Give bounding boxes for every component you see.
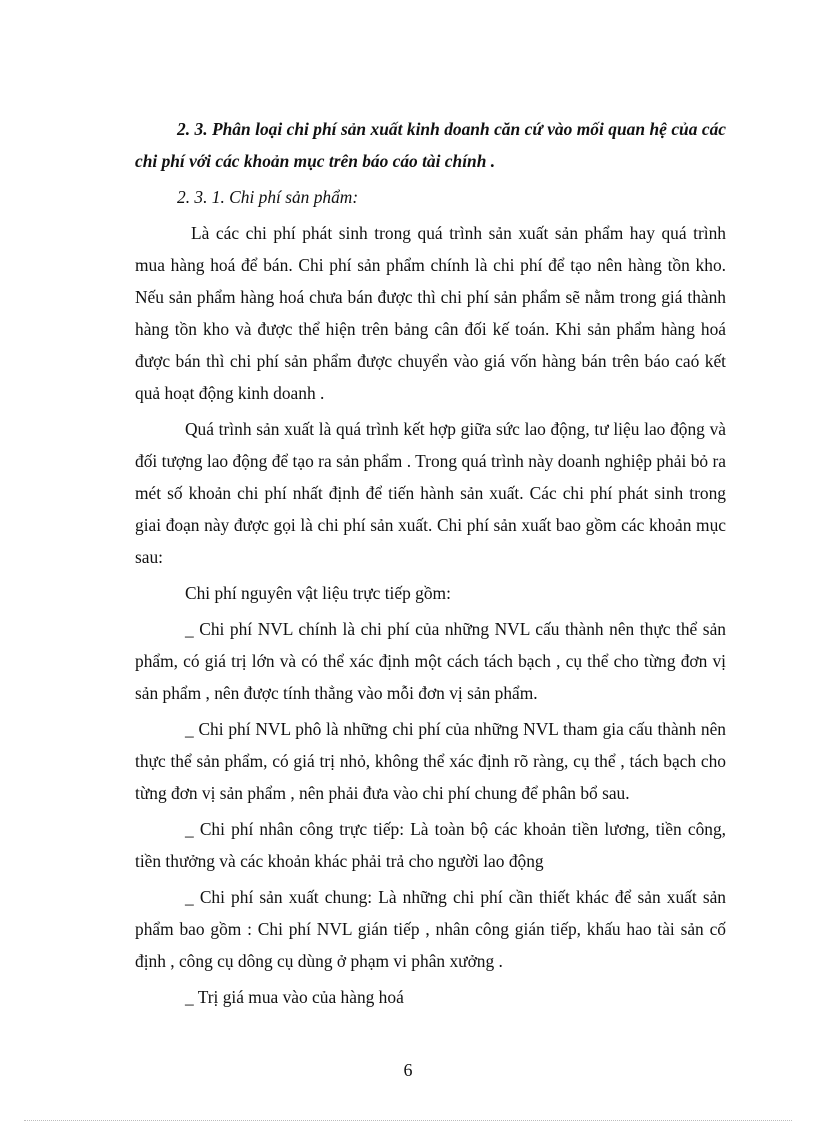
paragraph-overhead-cost: _ Chi phí sản xuất chung: Là những chi phí cần thiết khác để sản xuất sản phẩm bao gồm : Chi phí NVL gián tiếp , nhân công gián tiếp, khấu hao tài sản cố định , công cụ dông cụ dùng ở phạm vi phân xưởng .: [135, 887, 726, 971]
section-heading: 2. 3. Phân loại chi phí sản xuất kinh doanh căn cứ vào mối quan hệ của các chi phí với các khoản mục trên báo cáo tài chính .: [135, 119, 726, 171]
paragraph-auxiliary-material-cost: _ Chi phí NVL phô là những chi phí của những NVL tham gia cấu thành nên thực thể sản phẩm, có giá trị nhỏ, không thể xác định rõ ràng, cụ thể , tách bạch cho từng đơn vị sản phẩm , nên phải đưa vào chi phí chung để phân bổ sau.: [135, 719, 726, 803]
footer-divider: [24, 1120, 792, 1121]
paragraph-product-cost-definition: Là các chi phí phát sinh trong quá trình sản xuất sản phẩm hay quá trình mua hàng hoá để bán. Chi phí sản phẩm chính là chi phí để tạo nên hàng tồn kho. Nếu sản phẩm hàng hoá chưa bán được thì chi phí sản phẩm sẽ nằm trong giá thành hàng tồn kho và được thể hiện trên bảng cân đối kế toán. Khi sản phẩm hàng hoá được bán thì chi phí sản phẩm được chuyển vào giá vốn hàng bán trên báo caó kết quả hoạt động kinh doanh .: [135, 223, 726, 403]
paragraph-main-material-cost: _ Chi phí NVL chính là chi phí của những NVL cấu thành nên thực thể sản phẩm, có giá trị lớn và có thể xác định một cách tách bạch , cụ thể cho từng đơn vị sản phẩm , nên được tính thẳng vào mỗi đơn vị sản phẩm.: [135, 619, 726, 703]
paragraph-purchase-value: _ Trị giá mua vào của hàng hoá: [185, 987, 404, 1007]
subsection-heading: 2. 3. 1. Chi phí sản phẩm:: [177, 187, 359, 207]
paragraph-direct-material-intro: Chi phí nguyên vật liệu trực tiếp gồm:: [185, 583, 451, 603]
paragraph-production-process: Quá trình sản xuất là quá trình kết hợp giữa sức lao động, tư liệu lao động và đối tượng lao động để tạo ra sản phẩm . Trong quá trình này doanh nghiệp phải bỏ ra mét số khoản chi phí nhất định để tiến hành sản xuất. Các chi phí phát sinh trong giai đoạn này được gọi là chi phí sản xuất. Chi phí sản xuất bao gồm các khoản mục sau:: [135, 419, 726, 567]
paragraph-direct-labor-cost: _ Chi phí nhân công trực tiếp: Là toàn bộ các khoản tiền lương, tiền công, tiền thưởng và các khoản khác phải trả cho người lao động: [135, 819, 726, 871]
document-body: [135, 113, 726, 1013]
page-number: 6: [403, 1060, 413, 1080]
